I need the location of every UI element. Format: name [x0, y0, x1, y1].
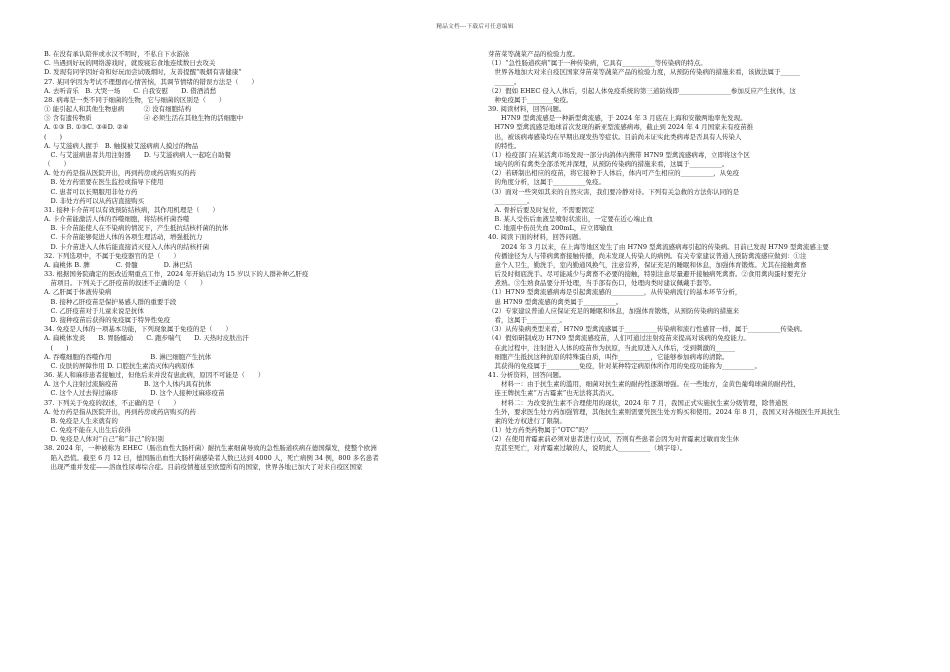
right-column-line: 患 H7N9 型禽流感的禽类属于__________。 — [488, 297, 623, 306]
right-column-line: 其获得的免疫属于__________免疫，针对某种特定病原体所作用的免疫功能称为__________。 — [488, 361, 761, 370]
right-column-line: 种免疫属于________免疫。 — [488, 95, 573, 104]
left-column-line: A. 处方药是指从医院开出，再到药房或药店购买的药 — [44, 169, 196, 178]
left-column-line: 苗项目。下列关于乙肝疫苗的叙述不正确的是（ ） — [44, 279, 207, 288]
left-column-line: 31. 接种卡介苗可以有效预防结核病，其作用机理是（ ） — [44, 205, 219, 214]
left-column-line: A. 这个人注射过流脑疫苗 B. 这个人体内具有抗体 — [44, 380, 212, 389]
left-column-line: C. 患者可以长期服用非处方药 — [44, 187, 138, 196]
right-column-line: B. 某人受伤后血液呈喷射状流出，一定要在近心端止血 — [488, 215, 653, 224]
right-column-line: A. 骨折后要及时复位，不需要固定 — [488, 205, 595, 214]
right-column-line: 传播途径为人与带病禽畜接触传播，尚未发现人传染人的病例。有关专家建议普通人预防禽流感应做到：①注 — [488, 251, 807, 260]
right-column-line: 域内的所有禽类全部杀死并深埋，从预防传染病的措施来看，这属于__________。 — [488, 160, 729, 169]
left-column-line: C. 皮肤的屏障作用 D. 口腔抗生素消灭体内病原体 — [44, 361, 195, 370]
right-column-line: （1）处方药类药物属于“OTC”吗？__________ — [488, 426, 624, 435]
right-column-line: （2）假如 EHEC 侵入人体后，引起人体免疫系统的第三道防线即________________参加反应产生抗体，这 — [488, 86, 796, 95]
left-column-line: B. 免疫是人生来就有的 — [44, 416, 118, 425]
page-header: 精品文档---下载后可任意编辑 — [436, 24, 514, 30]
left-column-line: D. 卡介苗进入人体后能直接消灭侵入人体内的结核杆菌 — [44, 242, 210, 251]
right-column-line: 芽苗菜等蔬菜产品的检验力度。 — [488, 50, 579, 58]
right-column-line: C. 地震中伤员失血 200mL，应立即输血 — [488, 224, 613, 233]
left-column-line: 34. 免疫是人体的一项基本功能，下列现象属于免疫的是（ ） — [44, 325, 232, 334]
left-column-line: C. 卡介苗能够促进人体的各项生理活动，增强抵抗力 — [44, 233, 203, 242]
left-column-line: B. 接种乙肝疫苗是保护易感人群的重要手段 — [44, 297, 177, 306]
left-column-line: B. 处方药需要在医生监控或指导下使用 — [44, 178, 164, 187]
right-column-line: （2）若研制出相应的疫苗，将它接种于人体后，体内可产生相应的__________，从免疫 — [488, 169, 740, 178]
left-column-line: ( ) — [44, 343, 69, 352]
left-column-line: 陷入恐慌。截至 6 月 12 日，德国肠出血性大肠杆菌感染者人数已达到 4000 人，死亡病例 34 例，800 多名患者 — [44, 453, 379, 462]
left-column-line: 36. 某人和麻疹患者接触过，但他后来并没有患此病，原因不可能是（ ） — [44, 371, 265, 380]
left-column-line: A. 吞噬细胞的吞噬作用 B. 淋巴细胞产生抗体 — [44, 352, 212, 361]
right-column-line: __________。 — [488, 196, 534, 205]
right-column-line: （2）专家建议普通人应保证充足的睡眠和休息，加强体育锻炼，从预防传染病的措施来 — [488, 306, 740, 315]
right-column-line: ______。 — [488, 77, 521, 86]
right-column-line: 2024 年 3 月以来，在上海等地区发生了由 H7N9 型禽流感病毒引起的传染病。目前已发现 H7N9 型禽流感主要 — [488, 242, 829, 251]
left-column-line: D. 免疫是人体对“自己”和“非己”的识别 — [44, 435, 164, 444]
left-column-line: 38. 2024 年，一种被称为 EHEC（肠出血性大肠杆菌）耐抗生素细菌导致的急性肠道疾病在德国爆发，使整个欧洲 — [44, 444, 377, 453]
left-column-line: A. 扁桃体 B. 脾 C. 骨髓 D. 淋巴结 — [44, 260, 193, 269]
right-column-line: 40. 阅读下面的材料，回答问题。 — [488, 233, 585, 242]
right-column-line: 连王牌抗生素“万古霉素”也无法将其消灭。 — [488, 389, 619, 398]
left-column-line: C. 与艾滋病患者共用注射器 D. 与艾滋病病人一起吃自助餐 — [44, 150, 231, 159]
right-column-line: （3）面对一些突如其来的自然灾害，我们要冷静对待。下列有关急救的方法你认同的是 — [488, 187, 740, 196]
left-column — [44, 50, 470, 472]
left-column-line: A. 乙肝属于体液传染病 — [44, 288, 112, 297]
left-column-line: A. 扁桃体发炎 B. 胃肠蠕动 C. 跑步喘气 D. 天热时皮肤出汗 — [44, 334, 249, 343]
right-column-line: 41. 分析资料，回答问题。 — [488, 371, 566, 380]
right-column-line: 材料二：为改变抗生素不合理使用的现状，2024 年 7 月，我国正式实施抗生素分级管理，除普通医 — [488, 398, 788, 407]
left-column-line: 37. 下列关于免疫的叙述，不正确的是（ ） — [44, 398, 180, 407]
left-column-line: ( ) — [44, 132, 63, 141]
left-column-line: C. 免疫不能在人出生后获得 — [44, 426, 131, 435]
right-column-line: H7N9 型禽流感是地球首次发现的新亚型流感病毒，截止到 2024 年 4 月国家未有疫苗推 — [488, 123, 754, 132]
right-column — [488, 50, 908, 454]
right-column-line: 煮熟。③生熟食品要分开处理，当手部有伤口，处理肉类时建议佩戴手套等。 — [488, 279, 716, 288]
left-column-line: 33. 根据国务院确定的医改近期重点工作，2024 年开始启动为 15 岁以下的人群补种乙肝疫 — [44, 270, 309, 279]
right-column-line: 素的处方权进行了限制。 — [488, 416, 566, 425]
left-column-line: B. 卡介苗能使人在不染病的情况下，产生抵抗结核杆菌的抗体 — [44, 224, 229, 233]
left-column-line: A. 卡介苗能激活人体的吞噬细胞，将结核杆菌吞噬 — [44, 215, 190, 224]
left-column-line: A. ①③ B. ①③C. ③④D. ②④ — [44, 123, 129, 132]
right-column-line: 39. 阅读材料，回答问题。 — [488, 105, 566, 114]
left-column-line: 32. 下列选项中，不属于免疫器官的是（ ） — [44, 251, 180, 260]
right-column-line: 看，这属于__________。 — [488, 315, 566, 324]
left-column-line: D. 发现有同学因好奇和好玩而尝试吸烟时，友善提醒“吸烟有害健康” — [44, 68, 242, 77]
left-column-line: 28. 病毒是一类不同于细菌的生物，它与细菌的区别是（ ） — [44, 95, 226, 104]
left-column-line: C. 这个人过去得过麻疹 D. 这个人接种过麻疹疫苗 — [44, 389, 225, 398]
left-column-line: A. 处方药是指从医院开出，再到药房或药店购买的药 — [44, 407, 196, 416]
right-column-line: H7N9 型禽流感是一种新型禽流感，于 2024 年 3 月底在上海和安徽两地率先发现。 — [488, 114, 747, 123]
right-column-line: 生外，要求医生处方药加强管理，其他抗生素则需要凭医生处方购买和使用。2024 年 8 月，我国又对各级医生开具抗生 — [488, 407, 840, 416]
right-column-line: （1）“急性肠道疾病”属于一种传染病，它具有__________等传染病的特点。 — [488, 59, 707, 68]
right-column-line: 出，被该病毒感染均在早期出现发热等症状。目前尚未证实此类病毒是否具有人传染人 — [488, 132, 742, 141]
left-column-line: 出现严重并发症——溶血性尿毒综合症。目前疫情蔓延至欧盟所有的国家，世界各地已加大了对来自疫区国家 — [44, 462, 363, 471]
right-column-line: 的特性。 — [488, 141, 521, 150]
right-column-line: （4）假如研制成功 H7N9 型禽流感疫苗，人们可通过注射疫苗来提高对该病的免疫能力。 — [488, 334, 750, 343]
left-column-line: A. 与艾滋病人握手 B. 触摸被艾滋病病人摸过的物品 — [44, 141, 199, 150]
right-column-line: 的角度分析，这属于__________免疫。 — [488, 178, 605, 187]
right-column-line: （1）H7N9 型禽流感病毒是引起禽流感的__________，从传染病流行的基本环节分析， — [488, 288, 742, 297]
right-column-line: （2）在使用青霉素前必须对患者进行皮试，否则有些患者会因为对青霉素过敏而发生休 — [488, 435, 740, 444]
left-column-line: ① 能引起人和其他生物患病 ② 没有细胞结构 — [44, 105, 192, 114]
left-column-line: B. 在没有承认陪伴或水汉不明时，不私自下水游泳 — [44, 50, 190, 58]
right-column-line: 材料一：由于抗生素的滥用，细菌对抗生素的耐药性逐渐增强。在一些地方，金黄色葡萄球菌的耐药性， — [488, 380, 800, 389]
left-column-line: ③ 含有遗传物质 ④ 必须生活在其他生物的活细胞中 — [44, 114, 244, 123]
left-column-line: 27. 某同学因为考试不理想而心情苦恼，其调节情绪的错误方法是（ ） — [44, 77, 258, 86]
left-column-line: D. 非处方药可以从药店直接购买 — [44, 196, 145, 205]
right-column-line: 克甚至死亡，对青霉素过敏的人，说明此人__________（填字母）。 — [488, 444, 687, 453]
left-column-line: C. 乙肝疫苗对于儿童来说是抗体 — [44, 306, 144, 315]
left-column-line: C. 当遇到好玩的网络游戏时，就废寝忘食地连续数日去攻关 — [44, 59, 216, 68]
right-column-line: 在此过程中，注射进入人体的疫苗作为抗原，当此原进入人体后，受到刺激的______ — [488, 343, 735, 352]
right-column-line: 意个人卫生，勤洗手，室内勤通风换气，注意营养，保证充足的睡眠和休息，加强体育锻炼。尤其在接触禽畜 — [488, 260, 807, 269]
left-column-line: D. 接种疫苗后获得的免疫属于特异性免疫 — [44, 315, 171, 324]
right-column-line: 细胞产生抵抗这种抗原的特殊蛋白质，叫作__________，它能够参加病毒的清除。 — [488, 352, 729, 361]
right-column-line: 世界各地加大对来自疫区国家芽苗菜等蔬菜产品的检验力度，从预防传染病的措施来看，该做法属于______ — [488, 68, 800, 77]
right-column-line: （1）检疫部门在某活禽市场发现一部分肉鸽体内携带 H7N9 型禽流感病毒，立即将这个区 — [488, 150, 750, 159]
right-column-line: 后及时彻底洗手。尽可能减少与禽畜不必要的接触，特别注意尽量避开接触病死禽畜。②食用禽肉蛋时要充分 — [488, 270, 807, 279]
left-column-line: （ ） — [44, 160, 70, 169]
left-column-line: A. 去听音乐 B. 大哭一场 C. 自我安慰 D. 借酒消愁 — [44, 86, 217, 95]
right-column-line: （3）从传染病类型来看，H7N9 型禽流感属于__________传染病和流行性感冒一样，属于__________传染病。 — [488, 325, 807, 334]
